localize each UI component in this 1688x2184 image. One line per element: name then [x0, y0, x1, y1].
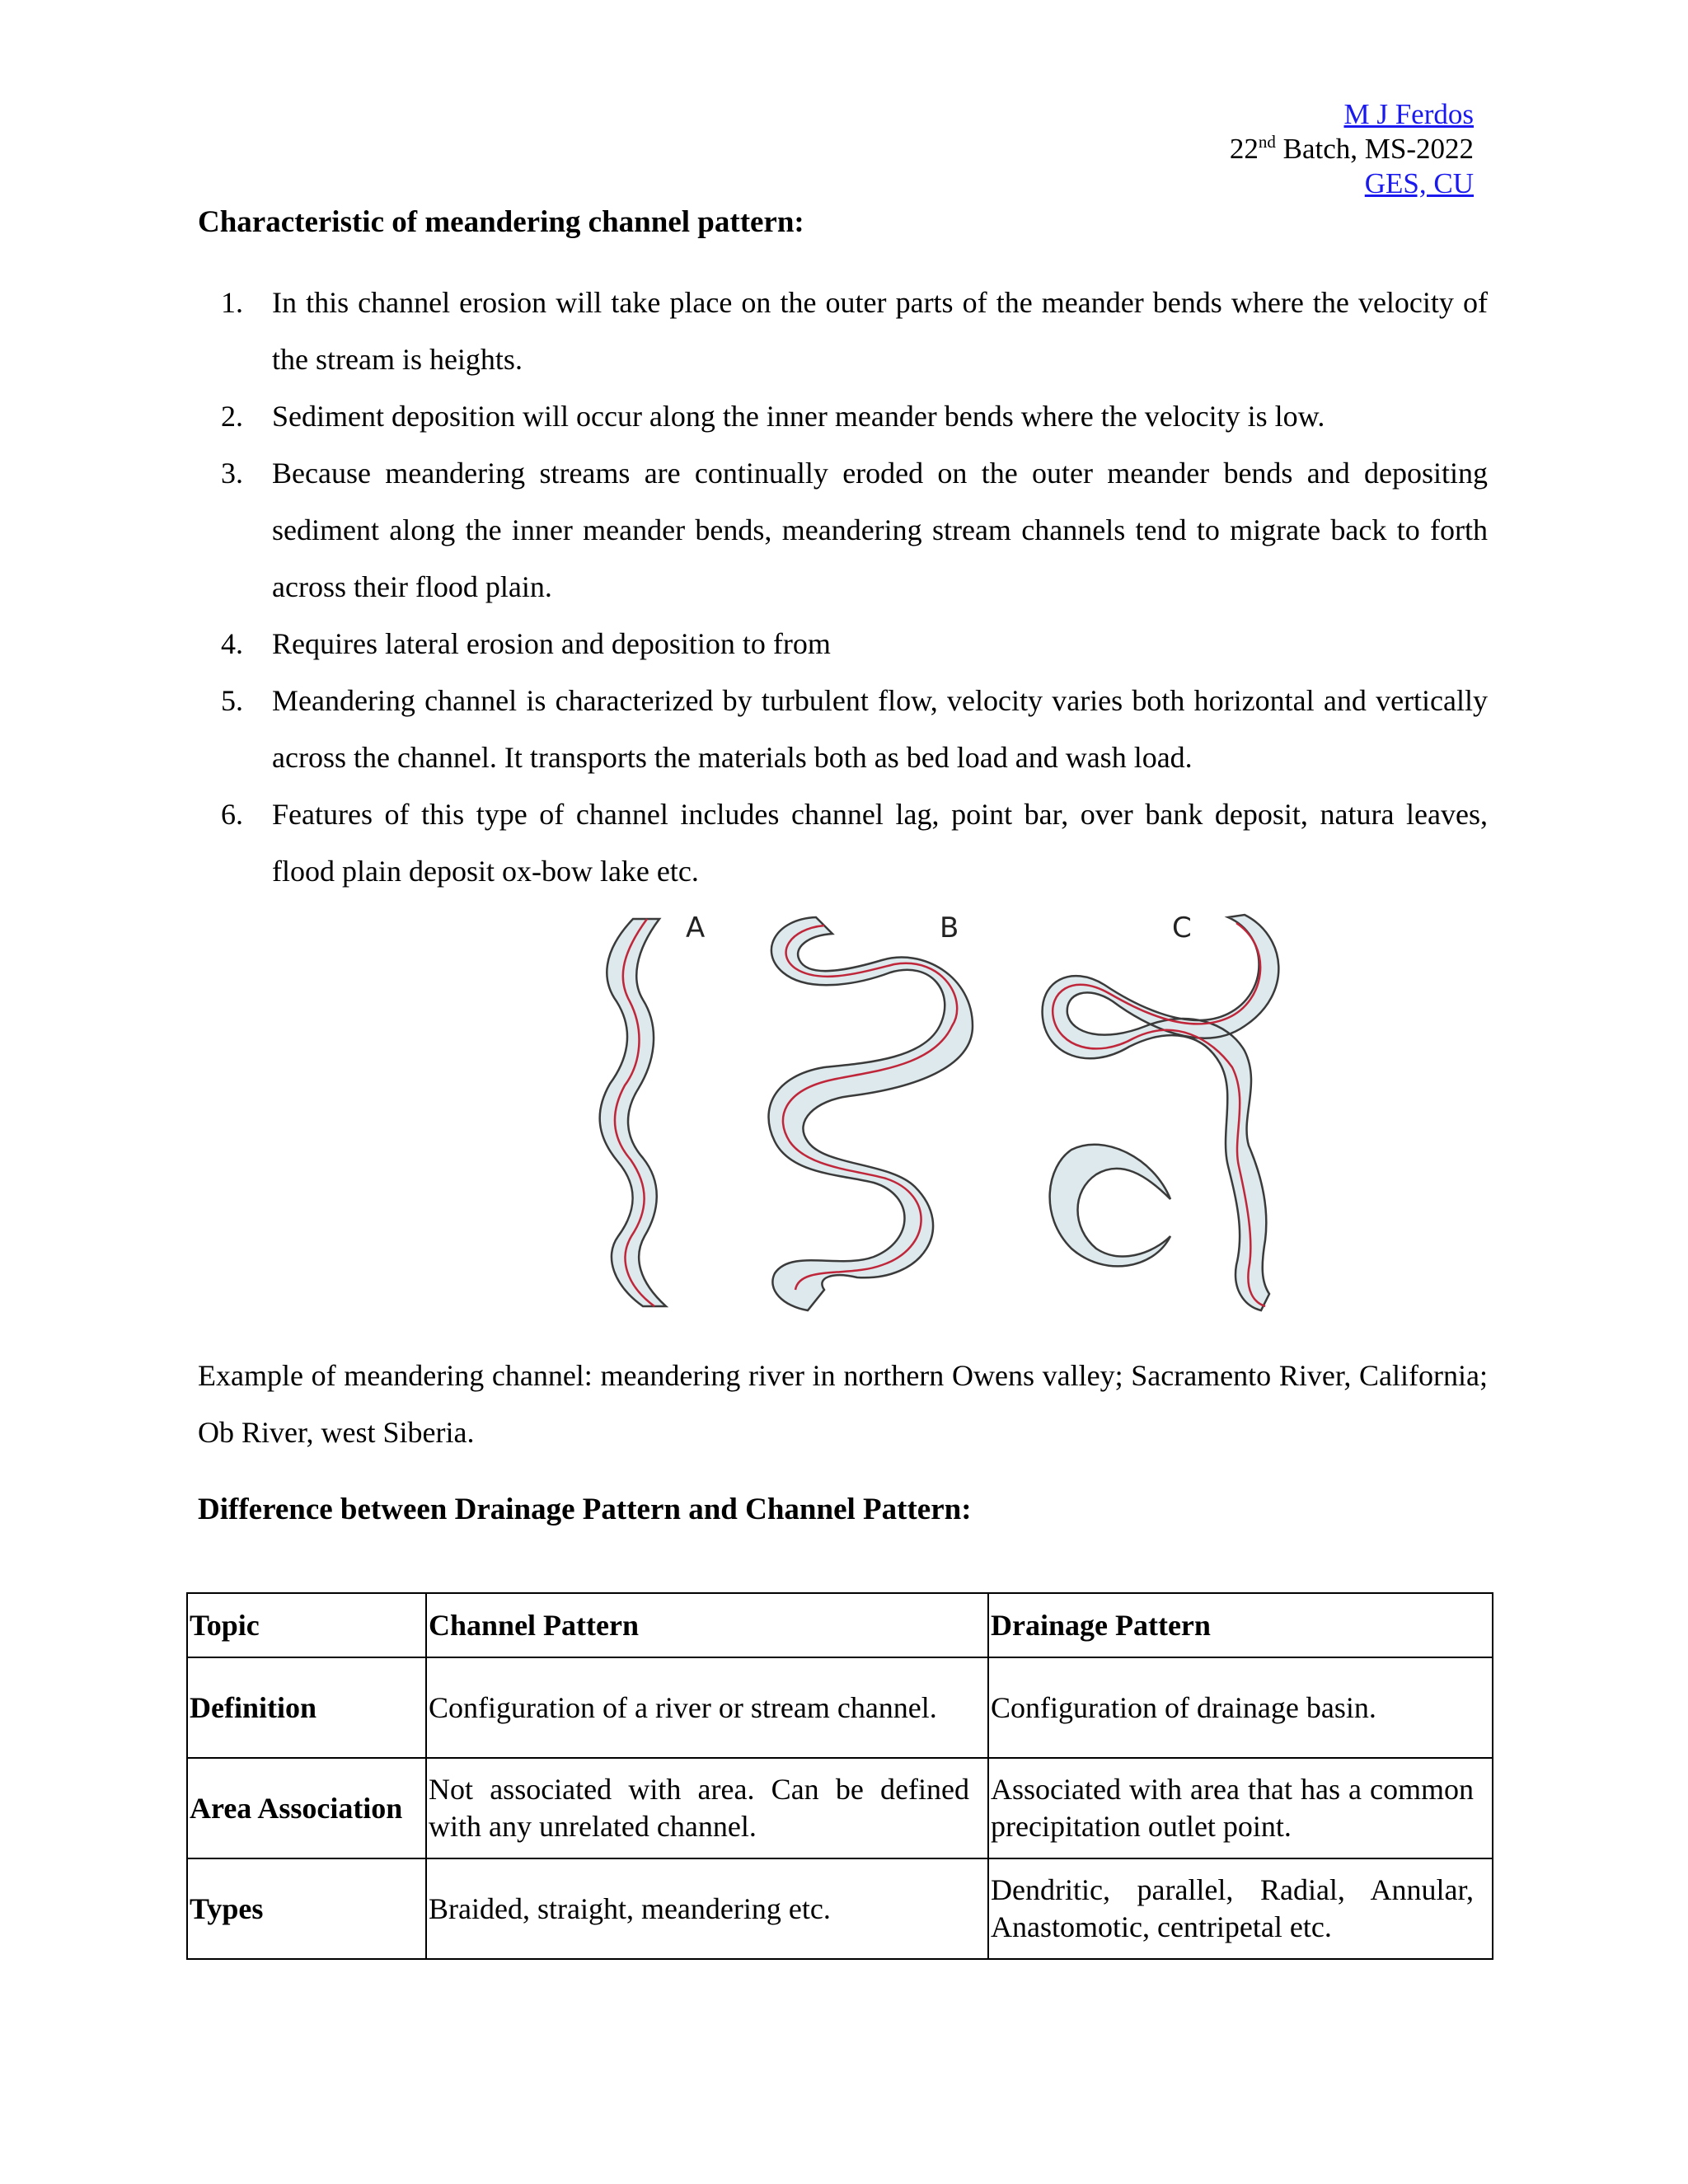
figure-label-b: B: [940, 912, 959, 944]
figure-label-a: A: [686, 912, 706, 944]
table-row: [187, 1758, 1493, 1858]
table-header-row: [187, 1593, 1493, 1657]
table-cell: Dendritic, parallel, Radial, Annular, Anastomotic, centripetal etc.: [988, 1858, 1493, 1959]
channel-b: [769, 912, 973, 1310]
channel-a: [600, 912, 706, 1306]
table-cell: Not associated with area. Can be defined with any unrelated channel.: [426, 1758, 988, 1858]
characteristics-list: [198, 274, 1488, 900]
list-item: 1. In this channel erosion will take place on the outer parts of the meander bends where the velocity of the stream is heights.: [221, 286, 1488, 376]
list-item: 3. Because meandering streams are continually eroded on the outer meander bends and depositing sediment along the inner meander bends, meandering stream channels tend to migrate back to forth across their flood plain.: [221, 457, 1488, 603]
table-cell: Braided, straight, meandering etc.: [426, 1858, 988, 1959]
section-heading-meandering: Characteristic of meandering channel pattern:: [198, 205, 804, 239]
table-cell: Configuration of drainage basin.: [988, 1657, 1493, 1758]
example-paragraph: Example of meandering channel: meandering river in northern Owens valley; Sacramento River, California; Ob River, west Siberia.: [198, 1359, 1488, 1449]
department-link[interactable]: GES, CU: [1364, 167, 1474, 199]
table-cell: Area Association: [187, 1758, 426, 1858]
author-header: [1230, 97, 1474, 201]
list-item: 2. Sediment deposition will occur along the inner meander bends where the velocity is low.: [221, 400, 1325, 433]
channel-a-body: [600, 919, 666, 1306]
table-cell: Definition: [187, 1657, 426, 1758]
table-row: [187, 1657, 1493, 1758]
table-row: [187, 1858, 1493, 1959]
channel-c: [1043, 912, 1279, 1310]
table-header-cell: Channel Pattern: [426, 1593, 988, 1657]
table-header-cell: Topic: [187, 1593, 426, 1657]
list-item: 5. Meandering channel is characterized by turbulent flow, velocity varies both horizontal and vertically across the channel. It transports the materials both as bed load and wash load.: [221, 684, 1488, 774]
table-cell: Associated with area that has a common precipitation outlet point.: [988, 1758, 1493, 1858]
figure-label-c: C: [1172, 912, 1192, 944]
section-heading-difference: Difference between Drainage Pattern and Channel Pattern:: [198, 1493, 972, 1526]
comparison-table: [186, 1592, 1493, 1960]
list-item: 4. Requires lateral erosion and deposition to from: [221, 627, 831, 660]
list-item: 6. Features of this type of channel includes channel lag, point bar, over bank deposit, natura leaves, flood plain deposit ox-bow lake etc.: [221, 798, 1488, 888]
table-cell: Configuration of a river or stream channel.: [426, 1657, 988, 1758]
table-cell: Types: [187, 1858, 426, 1959]
oxbow-lake: [1050, 1145, 1170, 1267]
table-header-cell: Drainage Pattern: [988, 1593, 1493, 1657]
batch-line: 22nd Batch, MS-2022: [1229, 132, 1474, 165]
meander-channel-figure: [577, 902, 1294, 1315]
author-link[interactable]: M J Ferdos: [1343, 98, 1474, 130]
